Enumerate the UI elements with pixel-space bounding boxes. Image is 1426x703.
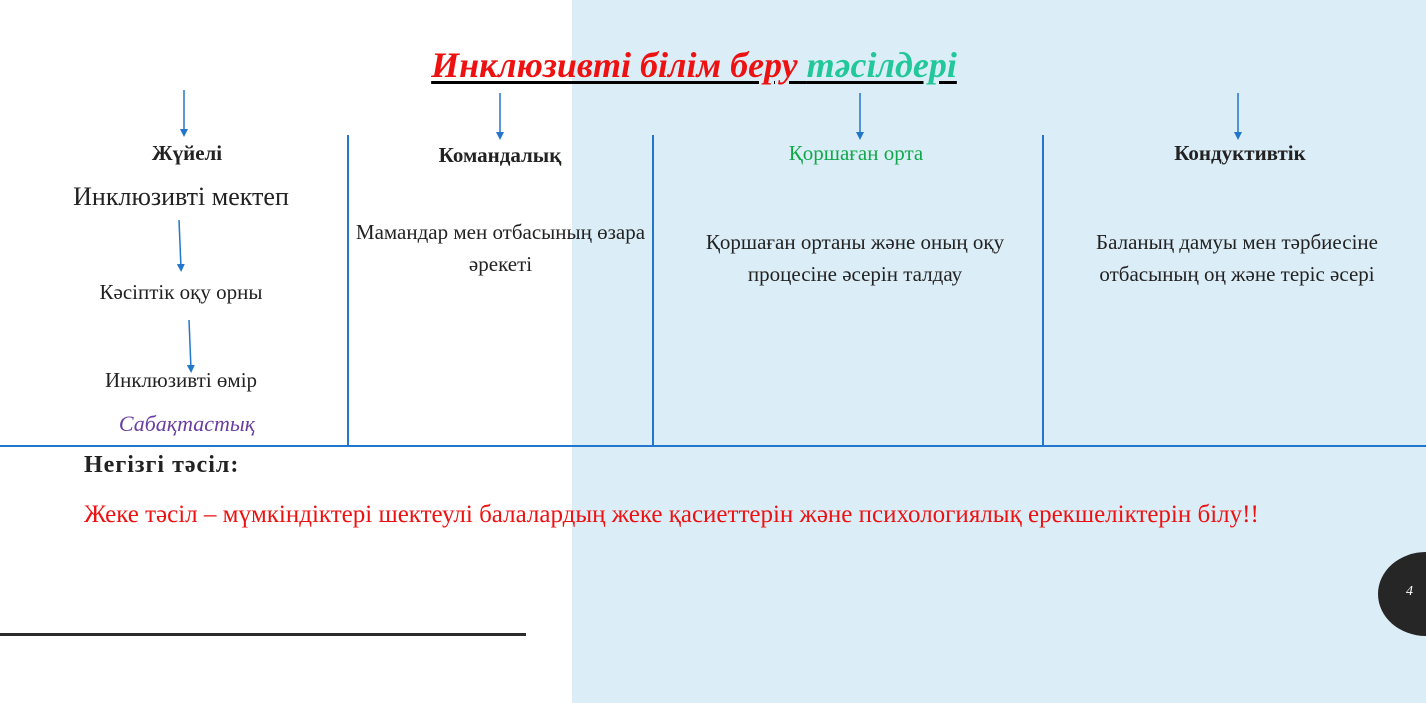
arrow-down-icon [189, 320, 191, 369]
column-heading-environment: Қоршаған орта [788, 141, 924, 165]
column-divider [347, 135, 349, 446]
footer-line [0, 633, 526, 636]
item-vocational-school: Кәсіптік оқу орны [99, 280, 263, 304]
page-number: 4 [1406, 584, 1413, 599]
basic-approach-label: Негізгі тәсіл: [84, 452, 240, 478]
column-text-team: Мамандар мен отбасының өзара әрекеті [355, 220, 646, 276]
column-text-conductive: Баланың дамуы мен тәрбиесіне отбасының оң және теріс әсері [1096, 230, 1378, 286]
column-heading-team: Командалық [438, 143, 562, 167]
arrow-down-icon [179, 220, 181, 268]
title-part-green: тәсілдері [806, 45, 957, 85]
column-text-environment: Қоршаған ортаны және оның оқу процесіне әсерін талдау [705, 230, 1005, 286]
item-inclusive-life: Инклюзивті өмір [104, 368, 258, 392]
basic-approach-text: Жеке тәсіл – мүмкіндіктері шектеулі балалардың жеке қасиеттерін және психологиялық ерекшеліктерін білу!! [84, 501, 1259, 528]
column-heading-systemic: Жүйелі [151, 141, 223, 165]
continuity-label: Сабақтастық [118, 411, 256, 436]
table-bottom-line [0, 445, 1426, 447]
column-heading-conductive: Кондуктивтік [1174, 141, 1306, 165]
title-part-red: Инклюзивті білім беру [431, 45, 807, 85]
item-inclusive-school: Инклюзивті мектеп [73, 182, 289, 211]
column-divider [1042, 135, 1044, 446]
column-divider [652, 135, 654, 446]
